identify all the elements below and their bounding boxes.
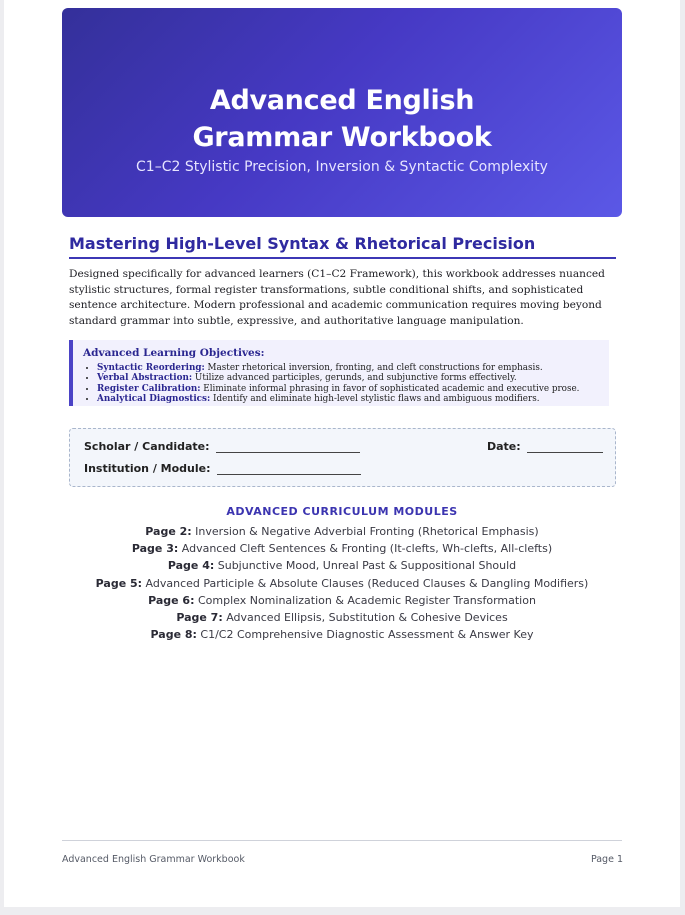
module-text: Advanced Participle & Absolute Clauses (Reduced Clauses & Dangling Modifiers) xyxy=(142,576,589,590)
objective-item xyxy=(97,394,609,404)
objective-text: Eliminate informal phrasing in favor of sophisticated academic and executive prose. xyxy=(200,383,580,394)
workbook-title xyxy=(62,82,622,156)
module-text: C1/C2 Comprehensive Diagnostic Assessment & Answer Key xyxy=(196,628,534,642)
objective-text: Master rhetorical inversion, fronting, and cleft constructions for emphasis. xyxy=(204,363,543,373)
module-text: Subjunctive Mood, Unreal Past & Suppositional Should xyxy=(214,559,517,573)
title-line-1: Advanced English xyxy=(209,85,475,116)
date-input-line[interactable] xyxy=(527,440,603,453)
module-item xyxy=(4,592,680,609)
objective-item xyxy=(97,384,609,394)
module-text: Advanced Cleft Sentences & Fronting (It-clefts, Wh-clefts, All-clefts) xyxy=(178,542,553,556)
scholar-field xyxy=(84,440,360,453)
page-number: Page 1 xyxy=(590,854,623,865)
module-text: Advanced Ellipsis, Substitution & Cohesive Devices xyxy=(222,611,508,625)
objective-text: Utilize advanced participles, gerunds, and subjunctive forms effectively. xyxy=(192,373,517,384)
institution-input-line[interactable] xyxy=(217,462,361,475)
institution-label: Institution / Module: xyxy=(84,462,211,475)
module-item xyxy=(4,626,680,643)
objective-text: Identify and eliminate high-level stylistic flaws and ambiguous modifiers. xyxy=(210,394,540,405)
institution-field xyxy=(84,462,361,475)
module-item xyxy=(4,523,680,540)
module-item xyxy=(4,557,680,574)
module-page: Page 8: xyxy=(150,628,197,642)
module-item xyxy=(4,609,680,626)
footer-divider xyxy=(62,840,622,841)
candidate-info-form xyxy=(69,428,616,487)
module-page: Page 7: xyxy=(176,611,223,625)
module-page: Page 3: xyxy=(131,542,179,556)
footer-title: Advanced English Grammar Workbook xyxy=(62,854,245,865)
module-page: Page 6: xyxy=(148,593,195,607)
workbook-subtitle: C1–C2 Stylistic Precision, Inversion & Syntactic Complexity xyxy=(136,159,548,175)
workbook-page xyxy=(4,0,680,907)
objective-term: Syntactic Reordering: xyxy=(97,363,205,373)
objective-term: Analytical Diagnostics: xyxy=(97,394,211,405)
header-banner xyxy=(62,8,622,217)
date-label: Date: xyxy=(487,440,521,453)
title-line-2: Grammar Workbook xyxy=(192,122,492,153)
scholar-label: Scholar / Candidate: xyxy=(84,440,210,453)
date-field xyxy=(487,440,603,453)
intro-paragraph: Designed specifically for advanced learners (C1–C2 Framework), this workbook addresses nuanced stylistic structures, formal register transformations, subtle conditional shifts, and sophisticated sentence architecture. Modern professional and academic communication requires moving beyond standard grammar into subtle, expressive, and authoritative language manipulation. xyxy=(69,268,605,327)
objective-term: Register Calibration: xyxy=(97,383,201,394)
module-page: Page 2: xyxy=(145,525,192,538)
objective-item xyxy=(97,373,609,383)
objective-term: Verbal Abstraction: xyxy=(97,373,193,384)
module-page: Page 4: xyxy=(167,559,215,573)
module-item xyxy=(4,575,680,592)
module-page: Page 5: xyxy=(95,576,143,590)
module-text: Inversion & Negative Adverbial Fronting (Rhetorical Emphasis) xyxy=(191,525,539,538)
learning-objectives-box xyxy=(69,340,609,406)
objectives-heading: Advanced Learning Objectives: xyxy=(83,347,265,359)
modules-list xyxy=(4,523,680,643)
module-text: Complex Nominalization & Academic Register Transformation xyxy=(194,593,536,607)
objectives-list xyxy=(83,363,609,405)
module-item xyxy=(4,540,680,557)
objective-item xyxy=(97,363,609,373)
scholar-input-line[interactable] xyxy=(216,440,360,453)
modules-title: ADVANCED CURRICULUM MODULES xyxy=(226,505,458,518)
section-title: Mastering High-Level Syntax & Rhetorical Precision xyxy=(69,234,616,259)
